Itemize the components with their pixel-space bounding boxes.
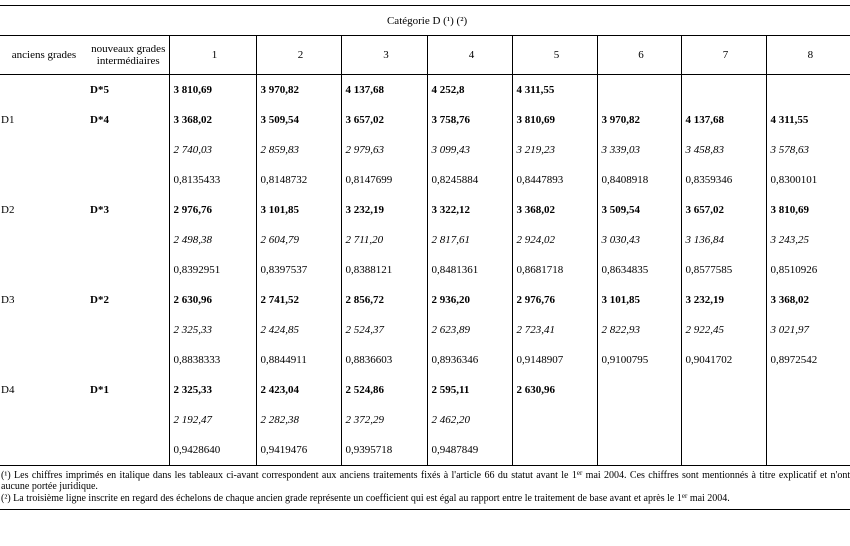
value-cell-echelon-5: 2 723,41 [512, 315, 597, 345]
value-cell-echelon-1: 0,8392951 [169, 255, 256, 285]
value-cell-echelon-3: 0,8147699 [341, 165, 427, 195]
value-cell-echelon-8: 3 578,63 [766, 135, 850, 165]
value-cell-echelon-7 [681, 375, 766, 405]
header-nouveaux-grades: nouveaux grades intermédiaires [84, 36, 169, 75]
value-cell-echelon-6 [597, 75, 681, 106]
value-cell-echelon-8: 0,8510926 [766, 255, 850, 285]
value-cell-echelon-7: 0,8359346 [681, 165, 766, 195]
value-cell-echelon-3: 2 711,20 [341, 225, 427, 255]
value-cell-echelon-1: 3 810,69 [169, 75, 256, 106]
value-cell-echelon-1: 2 630,96 [169, 285, 256, 315]
header-echelon-3: 3 [341, 36, 427, 75]
value-cell-echelon-5: 3 219,23 [512, 135, 597, 165]
value-cell-echelon-5: 3 810,69 [512, 105, 597, 135]
value-cell-echelon-7 [681, 75, 766, 106]
value-cell-echelon-2: 2 604,79 [256, 225, 341, 255]
value-cell-echelon-6 [597, 405, 681, 435]
value-cell-echelon-8: 3 368,02 [766, 285, 850, 315]
old-grade-cell [0, 435, 84, 466]
table-row [0, 105, 850, 135]
value-cell-echelon-2: 3 101,85 [256, 195, 341, 225]
footnote-row [0, 492, 850, 510]
old-grade-cell: D2 [1, 204, 15, 216]
value-cell-echelon-6: 3 509,54 [597, 195, 681, 225]
value-cell-echelon-1: 2 498,38 [169, 225, 256, 255]
table-row [0, 195, 850, 225]
header-echelon-7: 7 [681, 36, 766, 75]
value-cell-echelon-6: 3 101,85 [597, 285, 681, 315]
footnote-text-end: mai 2004. Ces chiffres sont mentionnés à titre explicatif et n'ont aucune portée juridique. [1, 470, 850, 492]
value-cell-echelon-2: 0,8148732 [256, 165, 341, 195]
old-grade-cell [0, 165, 84, 195]
value-cell-echelon-6 [597, 435, 681, 466]
value-cell-echelon-2: 2 741,52 [256, 285, 341, 315]
value-cell-echelon-8: 4 311,55 [766, 105, 850, 135]
old-grade-cell [0, 315, 84, 345]
value-cell-echelon-5: 2 976,76 [512, 285, 597, 315]
new-grade-cell [84, 345, 169, 375]
value-cell-echelon-2: 2 282,38 [256, 405, 341, 435]
old-grade-cell: D1 [1, 114, 15, 126]
old-grade-cell [0, 405, 84, 435]
value-cell-echelon-4: 3 322,12 [427, 195, 512, 225]
value-cell-echelon-4: 0,8936346 [427, 345, 512, 375]
value-cell-echelon-6: 3 970,82 [597, 105, 681, 135]
value-cell-echelon-3: 0,8388121 [341, 255, 427, 285]
footnote-mark: (¹) [1, 470, 11, 481]
table-row [0, 375, 850, 405]
value-cell-echelon-1: 2 192,47 [169, 405, 256, 435]
value-cell-echelon-6 [597, 375, 681, 405]
header-echelon-6: 6 [597, 36, 681, 75]
value-cell-echelon-1: 0,8135433 [169, 165, 256, 195]
value-cell-echelon-6: 0,9100795 [597, 345, 681, 375]
old-grade-cell: D4 [1, 384, 15, 396]
value-cell-echelon-6: 0,8634835 [597, 255, 681, 285]
value-cell-echelon-6: 2 822,93 [597, 315, 681, 345]
value-cell-echelon-3: 2 524,86 [341, 375, 427, 405]
value-cell-echelon-5: 0,8447893 [512, 165, 597, 195]
value-cell-echelon-4: 0,9487849 [427, 435, 512, 466]
value-cell-echelon-1: 2 740,03 [169, 135, 256, 165]
table-row [0, 345, 850, 375]
value-cell-echelon-4: 4 252,8 [427, 75, 512, 106]
value-cell-echelon-3: 4 137,68 [341, 75, 427, 106]
new-grade-cell: D*3 [90, 204, 109, 216]
value-cell-echelon-5: 4 311,55 [512, 75, 597, 106]
value-cell-echelon-4: 0,8245884 [427, 165, 512, 195]
footnote-1 [0, 466, 850, 493]
value-cell-echelon-5: 2 630,96 [512, 375, 597, 405]
value-cell-echelon-6: 3 030,43 [597, 225, 681, 255]
value-cell-echelon-8: 0,8972542 [766, 345, 850, 375]
header-echelon-4: 4 [427, 36, 512, 75]
footnote-text: Les chiffres imprimés en italique dans les tableaux ci-avant correspondent aux anciens traitements fixés à l'article 66 du statut avant le 1 [14, 470, 577, 481]
new-grade-cell: D*2 [90, 294, 109, 306]
table-row [0, 75, 850, 106]
header-row [0, 36, 850, 75]
value-cell-echelon-3: 2 979,63 [341, 135, 427, 165]
old-grade-cell [0, 345, 84, 375]
new-grade-cell [84, 405, 169, 435]
new-grade-cell [84, 135, 169, 165]
table-title [0, 6, 850, 36]
value-cell-echelon-3: 3 657,02 [341, 105, 427, 135]
value-cell-echelon-7: 3 657,02 [681, 195, 766, 225]
new-grade-cell [84, 435, 169, 466]
old-grade-cell [0, 135, 84, 165]
value-cell-echelon-4: 2 817,61 [427, 225, 512, 255]
value-cell-echelon-1: 2 976,76 [169, 195, 256, 225]
value-cell-echelon-7: 0,9041702 [681, 345, 766, 375]
header-echelon-8: 8 [766, 36, 850, 75]
value-cell-echelon-5: 0,9148907 [512, 345, 597, 375]
value-cell-echelon-3: 3 232,19 [341, 195, 427, 225]
value-cell-echelon-2: 3 970,82 [256, 75, 341, 106]
header-echelon-5: 5 [512, 36, 597, 75]
value-cell-echelon-6: 3 339,03 [597, 135, 681, 165]
value-cell-echelon-4: 2 462,20 [427, 405, 512, 435]
category-d-table [0, 5, 850, 510]
value-cell-echelon-4: 0,8481361 [427, 255, 512, 285]
value-cell-echelon-3: 2 856,72 [341, 285, 427, 315]
value-cell-echelon-5: 3 368,02 [512, 195, 597, 225]
old-grade-cell: D3 [1, 294, 15, 306]
value-cell-echelon-7: 3 136,84 [681, 225, 766, 255]
value-cell-echelon-1: 2 325,33 [169, 315, 256, 345]
value-cell-echelon-7: 2 922,45 [681, 315, 766, 345]
footnote-2 [0, 492, 850, 510]
table-row [0, 135, 850, 165]
value-cell-echelon-8: 0,8300101 [766, 165, 850, 195]
new-grade-cell: D*5 [90, 84, 109, 96]
value-cell-echelon-1: 2 325,33 [169, 375, 256, 405]
table-row [0, 225, 850, 255]
value-cell-echelon-2: 0,9419476 [256, 435, 341, 466]
value-cell-echelon-2: 2 423,04 [256, 375, 341, 405]
table-row [0, 405, 850, 435]
value-cell-echelon-1: 0,8838333 [169, 345, 256, 375]
table-row [0, 285, 850, 315]
value-cell-echelon-3: 0,9395718 [341, 435, 427, 466]
footnote-superscript: er [681, 492, 688, 500]
table-row [0, 435, 850, 466]
value-cell-echelon-2: 0,8397537 [256, 255, 341, 285]
footnote-mark: (²) [1, 493, 11, 504]
value-cell-echelon-8 [766, 375, 850, 405]
value-cell-echelon-5 [512, 405, 597, 435]
value-cell-echelon-8 [766, 75, 850, 106]
new-grade-cell [84, 165, 169, 195]
table-row [0, 165, 850, 195]
value-cell-echelon-2: 0,8844911 [256, 345, 341, 375]
value-cell-echelon-1: 0,9428640 [169, 435, 256, 466]
value-cell-echelon-2: 2 424,85 [256, 315, 341, 345]
value-cell-echelon-4: 2 623,89 [427, 315, 512, 345]
new-grade-cell [84, 315, 169, 345]
value-cell-echelon-3: 2 524,37 [341, 315, 427, 345]
value-cell-echelon-3: 0,8836603 [341, 345, 427, 375]
footnote-row [0, 466, 850, 493]
title-notes: (¹) (²) [443, 14, 468, 27]
value-cell-echelon-4: 3 099,43 [427, 135, 512, 165]
title-row [0, 6, 850, 36]
value-cell-echelon-5 [512, 435, 597, 466]
value-cell-echelon-8: 3 810,69 [766, 195, 850, 225]
header-echelon-1: 1 [169, 36, 256, 75]
old-grade-cell [0, 255, 84, 285]
footnote-superscript: er [576, 469, 583, 477]
footnote-text-end: mai 2004. [687, 493, 730, 504]
value-cell-echelon-8: 3 243,25 [766, 225, 850, 255]
title-text: Catégorie D [386, 14, 441, 27]
value-cell-echelon-4: 3 758,76 [427, 105, 512, 135]
new-grade-cell [84, 225, 169, 255]
value-cell-echelon-8 [766, 405, 850, 435]
value-cell-echelon-8: 3 021,97 [766, 315, 850, 345]
value-cell-echelon-4: 2 936,20 [427, 285, 512, 315]
value-cell-echelon-7 [681, 405, 766, 435]
old-grade-cell [0, 75, 84, 106]
old-grade-cell [0, 225, 84, 255]
value-cell-echelon-8 [766, 435, 850, 466]
value-cell-echelon-5: 2 924,02 [512, 225, 597, 255]
new-grade-cell: D*1 [90, 384, 109, 396]
value-cell-echelon-7 [681, 435, 766, 466]
value-cell-echelon-7: 4 137,68 [681, 105, 766, 135]
footnote-text: La troisième ligne inscrite en regard des échelons de chaque ancien grade représente un coefficient qui est égal au rapport entre le traitement de base avant et après le 1 [13, 493, 682, 504]
value-cell-echelon-7: 0,8577585 [681, 255, 766, 285]
table-row [0, 315, 850, 345]
value-cell-echelon-7: 3 232,19 [681, 285, 766, 315]
value-cell-echelon-1: 3 368,02 [169, 105, 256, 135]
header-anciens-grades: anciens grades [0, 36, 84, 75]
value-cell-echelon-2: 2 859,83 [256, 135, 341, 165]
value-cell-echelon-3: 2 372,29 [341, 405, 427, 435]
value-cell-echelon-2: 3 509,54 [256, 105, 341, 135]
value-cell-echelon-6: 0,8408918 [597, 165, 681, 195]
header-echelon-2: 2 [256, 36, 341, 75]
table-body [0, 6, 850, 510]
value-cell-echelon-5: 0,8681718 [512, 255, 597, 285]
value-cell-echelon-4: 2 595,11 [427, 375, 512, 405]
new-grade-cell: D*4 [90, 114, 109, 126]
table-row [0, 255, 850, 285]
value-cell-echelon-7: 3 458,83 [681, 135, 766, 165]
new-grade-cell [84, 255, 169, 285]
